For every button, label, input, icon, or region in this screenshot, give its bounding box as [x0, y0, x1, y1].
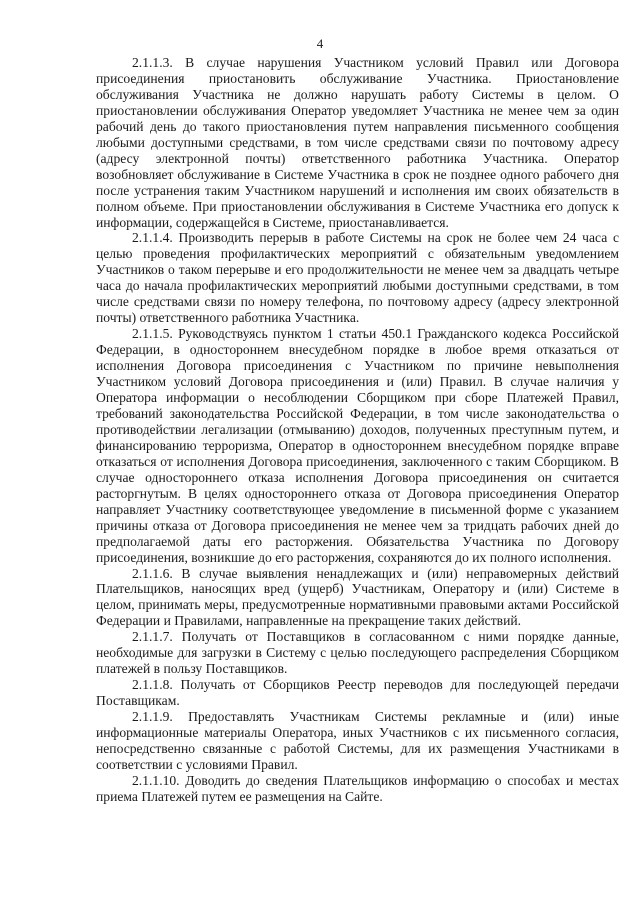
page-number: 4 — [316, 36, 324, 51]
clause-2-1-1-5: 2.1.1.5. Руководствуясь пунктом 1 статьи 450.1 Гражданского кодекса Российской Федерации, в одностороннем внесудебном порядке в любое время отказаться от исполнения Договора присоединения с Участником по причине невыполнения Участником условий Договора присоединения и (или) Правил. В случае наличия у Оператора информации о несоблюдении Сборщиком при сборе Платежей Правил, требований законодательства Российской Федерации, в том числе законодательства о противодействии легализации (отмыванию) доходов, полученных преступным путем, и финансированию терроризма, Оператор в одностороннем внесудебном порядке вправе отказаться от исполнения Договора присоединения, заключенного с таким Сборщиком. В случае одностороннего отказа исполнения Договора присоединения он считается расторгнутым. В целях одностороннего отказа от Договора присоединения Оператор направляет Участнику соответствующее уведомление в письменной форме с указанием причины отказа от Договора присоединения не менее чем за тридцать рабочих дней до предполагаемой даты его расторжения. Обязательства Участника по Договору присоединения, возникшие до его расторжения, сохраняются до их полного исполнения. — [96, 326, 619, 565]
clause-2-1-1-6: 2.1.1.6. В случае выявления ненадлежащих и (или) неправомерных действий Плательщиков, наносящих вред (ущерб) Участникам, Оператору и (или) Системе в целом, принимать меры, предусмотренные нормативными правовыми актами Российской Федерации и Правилами, направленные на прекращение таких действий. — [96, 565, 619, 629]
clause-2-1-1-4: 2.1.1.4. Производить перерыв в работе Системы на срок не более чем 24 часа с целью проведения профилактических мероприятий с обязательным уведомлением Участников о таком перерыве и его продолжительности не менее чем за двадцать четыре часа до начала профилактических мероприятий любыми доступными средствами, в том числе средствами связи по номеру телефона, по почтовому адресу (адресу электронной почты) ответственного работника Участника. — [96, 230, 619, 326]
clause-2-1-1-3: 2.1.1.3. В случае нарушения Участником условий Правил или Договора присоединения приостановить обслуживание Участника. Приостановление обслуживания Участника не должно нарушать работу Системы в целом. О приостановлении обслуживания Оператор уведомляет Участника не менее чем за один рабочий день до такого приостановления путем направления письменного сообщения любыми доступными средствами, в том числе средствами связи по почтовому адресу (адресу электронной почты) ответственного работника Участника. Оператор возобновляет обслуживание в Системе Участника в срок не позднее одного рабочего дня после устранения таким Участником нарушений и исполнения им своих обязательств в полном объеме. При приостановлении обслуживания в Системе Участника его допуск к информации, содержащейся в Системе, приостанавливается. — [96, 55, 619, 230]
clause-2-1-1-9: 2.1.1.9. Предоставлять Участникам Системы рекламные и (или) иные информационные материалы Оператора, иных Участников с их письменного согласия, непосредственно связанные с работой Системы, для их размещения Участниками в соответствии с условиями Правил. — [96, 709, 619, 772]
clause-2-1-1-10: 2.1.1.10. Доводить до сведения Плательщиков информацию о способах и местах приема Платежей путем ее размещения на Сайте. — [96, 772, 619, 804]
document-body — [96, 55, 619, 805]
clause-2-1-1-7: 2.1.1.7. Получать от Поставщиков в согласованном с ними порядке данные, необходимые для загрузки в Систему с целью последующего распределения Сборщиком платежей в пользу Поставщиков. — [96, 629, 619, 677]
clause-2-1-1-8: 2.1.1.8. Получать от Сборщиков Реестр переводов для последующей передачи Поставщикам. — [96, 677, 619, 709]
